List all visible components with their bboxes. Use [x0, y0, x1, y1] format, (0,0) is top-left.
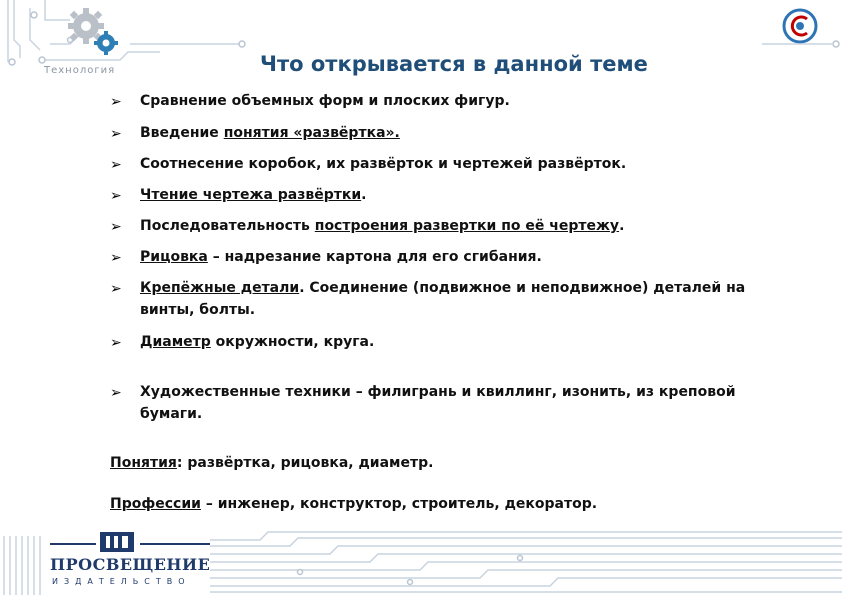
list-item-text: [140, 331, 800, 353]
item-text-part: Соотнесение коробок, их развёрток и чертежей развёрток.: [140, 156, 627, 172]
list-item-text: [140, 184, 800, 206]
publisher-lines: [50, 540, 210, 548]
item-text-part-underlined: Крепёжные детали: [140, 280, 300, 296]
item-text-part: окружности, круга.: [210, 334, 375, 350]
publisher-name: ПРОСВЕЩЕНИЕ: [50, 555, 211, 574]
subject-label: Технология: [44, 65, 116, 76]
gear-icon: [62, 6, 124, 58]
item-text-part: .: [619, 218, 625, 234]
arrow-bullet-icon: ➢: [110, 385, 122, 401]
list-item-text: [140, 381, 800, 425]
item-text-part-underlined: Чтение чертежа развёртки: [140, 187, 362, 203]
item-text-part-underlined: Диаметр: [140, 334, 211, 350]
concepts-label: Понятия: [110, 455, 177, 471]
arrow-bullet-icon: ➢: [110, 250, 122, 266]
arrow-bullet-icon: ➢: [110, 219, 122, 235]
list-item-text: [140, 277, 800, 321]
list-item-text: [140, 153, 800, 175]
item-text-part-underlined: построения развертки по её чертежу: [314, 218, 620, 234]
item-text-part: Сравнение объемных форм и плоских фигур.: [140, 93, 510, 109]
arrow-bullet-icon: ➢: [110, 157, 122, 173]
item-text-part: Введение: [140, 125, 224, 141]
list-item-text: [140, 122, 800, 144]
item-text-part-underlined: Рицовка: [140, 249, 208, 265]
concepts-line: [110, 455, 433, 471]
arrow-bullet-icon: ➢: [110, 188, 122, 204]
item-text-part: .: [361, 187, 367, 203]
arrow-bullet-icon: ➢: [110, 281, 122, 297]
item-text-part-underlined: понятия «развёртка».: [223, 125, 400, 141]
arrow-bullet-icon: ➢: [110, 335, 122, 351]
page-title: Что открывается в данной теме: [260, 52, 648, 76]
arrow-bullet-icon: ➢: [110, 94, 122, 110]
professions-line: [110, 496, 597, 512]
circuit-decoration-top-left: [0, 0, 250, 70]
list-item-text: [140, 215, 800, 237]
professions-text: – инженер, конструктор, строитель, декоратор.: [200, 496, 598, 512]
professions-label: Профессии: [110, 496, 201, 512]
circuit-decoration-top-right: [760, 38, 842, 50]
item-text-part: Художественные техники – филигрань и квиллинг, изонить, из креповой бумаги.: [140, 384, 736, 422]
item-text-part: . Соединение (подвижное и неподвижное) деталей на винты, болты.: [140, 280, 746, 318]
publisher-subtitle: ИЗДАТЕЛЬСТВО: [52, 577, 191, 586]
concepts-text: : развёртка, рицовка, диаметр.: [176, 455, 434, 471]
item-text-part: Последовательность: [140, 218, 315, 234]
item-text-part: – надрезание картона для его сгибания.: [207, 249, 542, 265]
list-item-text: [140, 246, 800, 268]
arrow-bullet-icon: ➢: [110, 126, 122, 142]
list-item-text: [140, 90, 800, 112]
